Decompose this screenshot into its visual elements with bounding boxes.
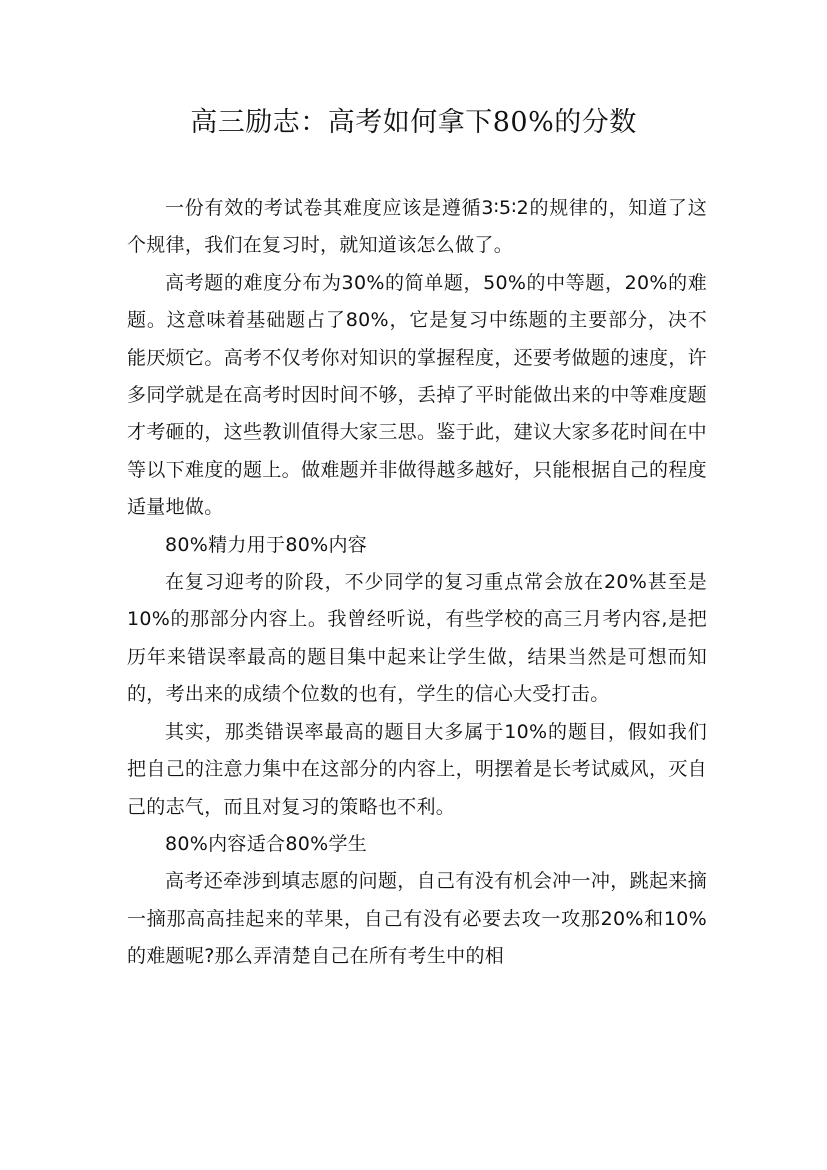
paragraph: 一份有效的考试卷其难度应该是遵循3∶5∶2的规律的，知道了这个规律，我们在复习时，就知道该怎么做了。	[127, 197, 707, 257]
paragraph: 在复习迎考的阶段，不少同学的复习重点常会放在20%甚至是10%的那部分内容上。我曾经听说，有些学校的高三月考内容,是把历年来错误率最高的题目集中起来让学生做，结果当然是可想而知的，考出来的成绩个位数的也有，学生的信心大受打击。	[127, 571, 707, 706]
document-body	[127, 190, 707, 976]
page-title: 高三励志：高考如何拿下80%的分数	[190, 107, 637, 138]
paragraph: 高考题的难度分布为30%的简单题，50%的中等题，20%的难题。这意味着基础题占了80%，它是复习中练题的主要部分，决不能厌烦它。高考不仅考你对知识的掌握程度，还要考做题的速度，许多同学就是在高考时因时间不够，丢掉了平时能做出来的中等难度题才考砸的，这些教训值得大家三思。鉴于此，建议大家多花时间在中等以下难度的题上。做难题并非做得越多越好，只能根据自己的程度适量地做。	[127, 271, 707, 519]
section-heading: 80%内容适合80%学生	[165, 832, 368, 855]
paragraph: 高考还牵涉到填志愿的问题，自己有没有机会冲一冲，跳起来摘一摘那高高挂起来的苹果，自己有没有必要去攻一攻那20%和10%的难题呢?那么弄清楚自己在所有考生中的相	[127, 870, 707, 968]
paragraph: 其实，那类错误率最高的题目大多属于10%的题目，假如我们把自己的注意力集中在这部分的内容上，明摆着是长考试威风，灭自己的志气，而且对复习的策略也不利。	[127, 720, 707, 818]
section-heading: 80%精力用于80%内容	[165, 533, 368, 556]
